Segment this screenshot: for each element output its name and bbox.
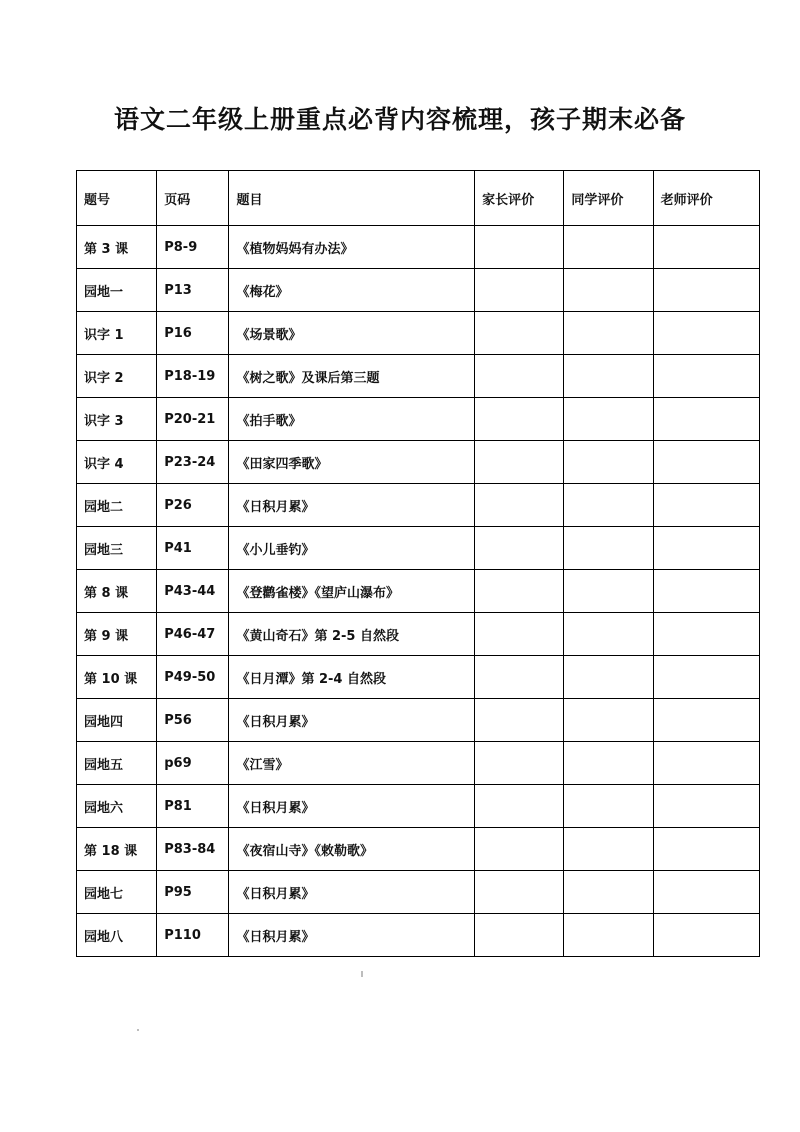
cell-classmate-eval[interactable] (564, 656, 653, 699)
cell-topic: 《小儿垂钓》 (229, 527, 475, 570)
cell-parent-eval[interactable] (475, 699, 564, 742)
cell-topic: 《日积月累》 (229, 699, 475, 742)
cell-parent-eval[interactable] (475, 871, 564, 914)
cell-parent-eval[interactable] (475, 613, 564, 656)
cell-classmate-eval[interactable] (564, 269, 653, 312)
table-row (77, 914, 760, 957)
cell-teacher-eval[interactable] (653, 441, 759, 484)
table-row (77, 785, 760, 828)
cell-number: 识字 1 (77, 312, 157, 355)
cell-topic: 《黄山奇石》第 2-5 自然段 (229, 613, 475, 656)
cell-number: 第 10 课 (77, 656, 157, 699)
cell-parent-eval[interactable] (475, 527, 564, 570)
scan-speck (137, 1029, 139, 1031)
cell-number: 园地七 (77, 871, 157, 914)
cell-number: 园地六 (77, 785, 157, 828)
cell-page: P26 (157, 484, 229, 527)
cell-topic: 《梅花》 (229, 269, 475, 312)
cell-teacher-eval[interactable] (653, 871, 759, 914)
table-row (77, 484, 760, 527)
table-row (77, 613, 760, 656)
cell-number: 园地五 (77, 742, 157, 785)
table-row (77, 441, 760, 484)
cell-page: P43-44 (157, 570, 229, 613)
cell-parent-eval[interactable] (475, 398, 564, 441)
cell-parent-eval[interactable] (475, 269, 564, 312)
page-title: 语文二年级上册重点必背内容梳理，孩子期末必备 (113, 105, 686, 134)
cell-teacher-eval[interactable] (653, 785, 759, 828)
cell-page: P23-24 (157, 441, 229, 484)
cell-classmate-eval[interactable] (564, 742, 653, 785)
cell-page: P8-9 (157, 226, 229, 269)
cell-topic: 《登鹳雀楼》《望庐山瀑布》 (229, 570, 475, 613)
cell-page: p69 (157, 742, 229, 785)
cell-number: 第 9 课 (77, 613, 157, 656)
cell-topic: 《树之歌》及课后第三题 (229, 355, 475, 398)
header-teacher-eval: 老师评价 (653, 171, 759, 226)
cell-teacher-eval[interactable] (653, 914, 759, 957)
cell-page: P41 (157, 527, 229, 570)
cell-classmate-eval[interactable] (564, 484, 653, 527)
cell-number: 第 3 课 (77, 226, 157, 269)
cell-parent-eval[interactable] (475, 355, 564, 398)
cell-parent-eval[interactable] (475, 570, 564, 613)
cell-teacher-eval[interactable] (653, 570, 759, 613)
cell-parent-eval[interactable] (475, 828, 564, 871)
cell-teacher-eval[interactable] (653, 355, 759, 398)
cell-page: P46-47 (157, 613, 229, 656)
cell-page: P110 (157, 914, 229, 957)
cell-topic: 《田家四季歌》 (229, 441, 475, 484)
table-row (77, 699, 760, 742)
cell-classmate-eval[interactable] (564, 785, 653, 828)
cell-page: P83-84 (157, 828, 229, 871)
cell-topic: 《江雪》 (229, 742, 475, 785)
cell-topic: 《日积月累》 (229, 785, 475, 828)
cell-parent-eval[interactable] (475, 484, 564, 527)
cell-page: P95 (157, 871, 229, 914)
cell-teacher-eval[interactable] (653, 484, 759, 527)
cell-classmate-eval[interactable] (564, 355, 653, 398)
table-row (77, 269, 760, 312)
cell-classmate-eval[interactable] (564, 312, 653, 355)
table-row (77, 355, 760, 398)
cell-classmate-eval[interactable] (564, 570, 653, 613)
cell-topic: 《日积月累》 (229, 484, 475, 527)
recitation-table (76, 170, 760, 957)
cell-number: 第 8 课 (77, 570, 157, 613)
cell-classmate-eval[interactable] (564, 699, 653, 742)
cell-classmate-eval[interactable] (564, 871, 653, 914)
cell-page: P16 (157, 312, 229, 355)
cell-number: 园地三 (77, 527, 157, 570)
cell-teacher-eval[interactable] (653, 613, 759, 656)
header-parent-eval: 家长评价 (475, 171, 564, 226)
table-row (77, 656, 760, 699)
cell-teacher-eval[interactable] (653, 269, 759, 312)
header-page: 页码 (157, 171, 229, 226)
table-row (77, 570, 760, 613)
header-number: 题号 (77, 171, 157, 226)
table-body (77, 226, 760, 957)
cell-topic: 《日月潭》第 2-4 自然段 (229, 656, 475, 699)
cell-topic: 《场景歌》 (229, 312, 475, 355)
cell-classmate-eval[interactable] (564, 914, 653, 957)
cell-page: P56 (157, 699, 229, 742)
cell-parent-eval[interactable] (475, 656, 564, 699)
cell-teacher-eval[interactable] (653, 226, 759, 269)
cell-teacher-eval[interactable] (653, 398, 759, 441)
cell-teacher-eval[interactable] (653, 699, 759, 742)
cell-parent-eval[interactable] (475, 742, 564, 785)
cell-number: 识字 4 (77, 441, 157, 484)
cell-number: 园地二 (77, 484, 157, 527)
cell-page: P13 (157, 269, 229, 312)
table-row (77, 871, 760, 914)
cell-topic: 《夜宿山寺》《敕勒歌》 (229, 828, 475, 871)
cell-parent-eval[interactable] (475, 312, 564, 355)
cell-number: 第 18 课 (77, 828, 157, 871)
table-row (77, 312, 760, 355)
cell-teacher-eval[interactable] (653, 527, 759, 570)
cell-page: P20-21 (157, 398, 229, 441)
cell-page: P49-50 (157, 656, 229, 699)
cell-teacher-eval[interactable] (653, 656, 759, 699)
cell-page: P18-19 (157, 355, 229, 398)
cell-classmate-eval[interactable] (564, 828, 653, 871)
cell-classmate-eval[interactable] (564, 613, 653, 656)
cell-classmate-eval[interactable] (564, 398, 653, 441)
cell-topic: 《植物妈妈有办法》 (229, 226, 475, 269)
table-row (77, 527, 760, 570)
cell-classmate-eval[interactable] (564, 441, 653, 484)
cell-number: 识字 3 (77, 398, 157, 441)
cell-parent-eval[interactable] (475, 785, 564, 828)
cell-topic: 《日积月累》 (229, 871, 475, 914)
cell-number: 园地八 (77, 914, 157, 957)
cell-page: P81 (157, 785, 229, 828)
cell-parent-eval[interactable] (475, 441, 564, 484)
cell-classmate-eval[interactable] (564, 226, 653, 269)
cell-teacher-eval[interactable] (653, 828, 759, 871)
cell-teacher-eval[interactable] (653, 312, 759, 355)
cell-parent-eval[interactable] (475, 226, 564, 269)
table-row (77, 398, 760, 441)
cell-topic: 《拍手歌》 (229, 398, 475, 441)
cell-number: 园地一 (77, 269, 157, 312)
cell-classmate-eval[interactable] (564, 527, 653, 570)
scan-speck (361, 971, 363, 977)
header-classmate-eval: 同学评价 (564, 171, 653, 226)
table-row (77, 828, 760, 871)
cell-parent-eval[interactable] (475, 914, 564, 957)
table-row (77, 226, 760, 269)
cell-number: 园地四 (77, 699, 157, 742)
table-row (77, 742, 760, 785)
cell-teacher-eval[interactable] (653, 742, 759, 785)
header-topic: 题目 (229, 171, 475, 226)
cell-number: 识字 2 (77, 355, 157, 398)
cell-topic: 《日积月累》 (229, 914, 475, 957)
table-header-row (77, 171, 760, 226)
